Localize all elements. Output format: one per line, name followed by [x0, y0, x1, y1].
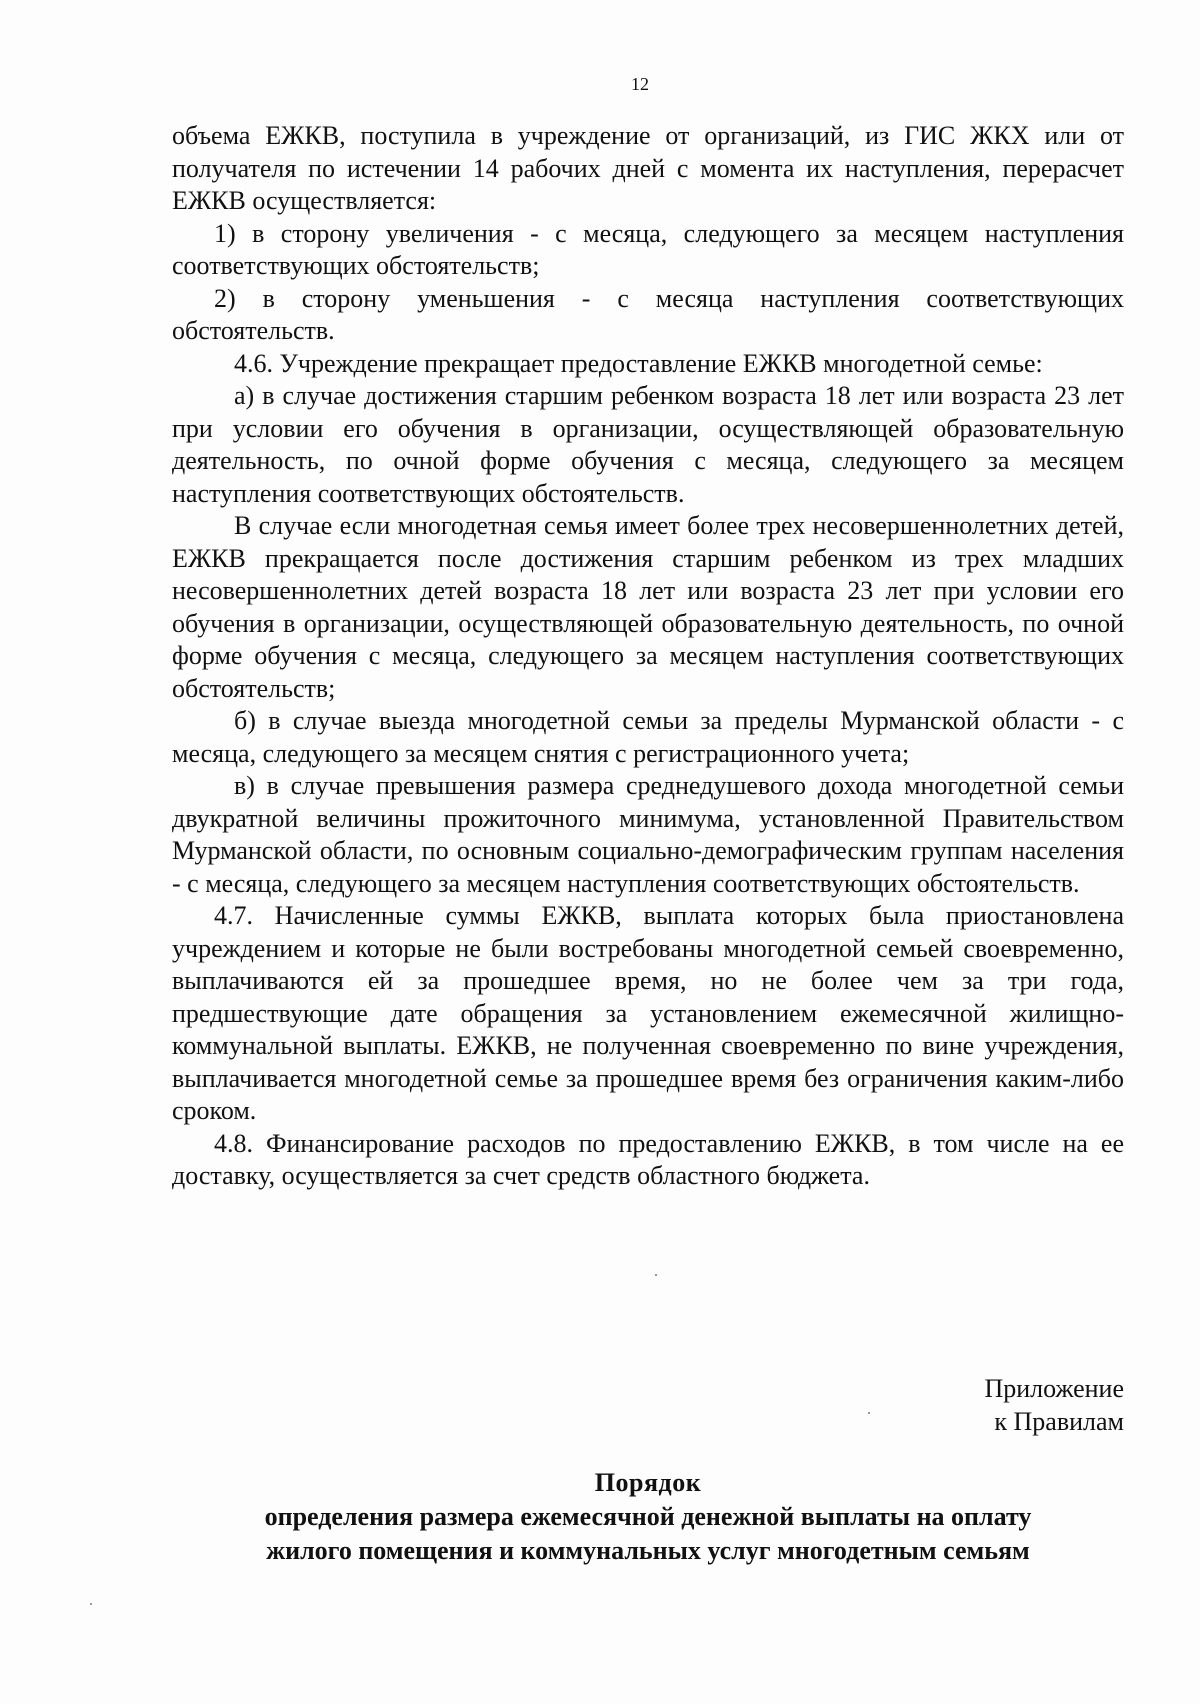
- paragraph-4-7: 4.7. Начисленные суммы ЕЖКВ, выплата которых была приостановлена учреждением и которые не были востребованы многодетной семьей своевременно, выплачиваются ей за прошедшее время, но не более чем за три года, предшествующие дате обращения за установлением ежемесячной жилищно-коммунальной выплаты. ЕЖКВ, не полученная своевременно по вине учреждения, выплачивается многодетной семье за прошедшее время без ограничения каким-либо сроком.: [172, 901, 1124, 1125]
- paragraph-4-8: 4.8. Финансирование расходов по предоставлению ЕЖКВ, в том числе на ее доставку, осуществляется за счет средств областного бюджета.: [172, 1128, 1124, 1190]
- scan-speck: [90, 1603, 92, 1605]
- body-text: [172, 120, 1124, 1193]
- heading-line-1: определения размера ежемесячной денежной выплаты на оплату: [264, 1502, 1032, 1531]
- paragraph-4-6-more-children: В случае если многодетная семья имеет более трех несовершеннолетних детей, ЕЖКВ прекращается после достижения старшим ребенком из трех младших несовершеннолетних детей возраста 18 лет или возраста 23 лет при условии его обучения в организации, осуществляющей образовательную деятельность, по очной форме обучения с месяца, следующего за месяцем наступления соответствующих обстоятельств;: [172, 511, 1124, 703]
- heading-title: Порядок: [594, 1468, 702, 1497]
- scan-speck: [655, 1274, 657, 1276]
- paragraph-4-6-a: а) в случае достижения старшим ребенком возраста 18 лет или возраста 23 лет при условии его обучения в организации, осуществляющей образовательную деятельность, по очной форме обучения с месяца, следующего за месяцем наступления соответствующих обстоятельств.: [172, 381, 1124, 508]
- paragraph-4-6: 4.6. Учреждение прекращает предоставление ЕЖКВ многодетной семье:: [234, 348, 1043, 378]
- appendix-line-1: Приложение: [984, 1374, 1124, 1403]
- paragraph-4-6-b: б) в случае выезда многодетной семьи за пределы Мурманской области - с месяца, следующего за месяцем снятия с регистрационного учета;: [172, 706, 1124, 768]
- heading-line-2: жилого помещения и коммунальных услуг многодетным семьям: [266, 1536, 1030, 1565]
- appendix-note: [984, 1372, 1124, 1438]
- paragraph-decrease: 2) в сторону уменьшения - с месяца наступления соответствующих обстоятельств.: [172, 283, 1124, 345]
- scan-speck: [868, 1412, 870, 1414]
- page-number: 12: [631, 74, 649, 94]
- paragraph-4-6-v: в) в случае превышения размера среднедушевого дохода многодетной семьи двукратной величины прожиточного минимума, установленной Правительством Мурманской области, по основным социально-демографическим группам населения - с месяца, следующего за месяцем наступления соответствующих обстоятельств.: [172, 771, 1124, 898]
- appendix-line-2: к Правилам: [994, 1407, 1124, 1436]
- paragraph-recalc-intro: объема ЕЖКВ, поступила в учреждение от организаций, из ГИС ЖКХ или от получателя по истечении 14 рабочих дней с момента их наступления, перерасчет ЕЖКВ осуществляется:: [172, 121, 1124, 215]
- paragraph-increase: 1) в сторону увеличения - с месяца, следующего за месяцем наступления соответствующих обстоятельств;: [172, 218, 1124, 280]
- section-heading: [172, 1466, 1124, 1568]
